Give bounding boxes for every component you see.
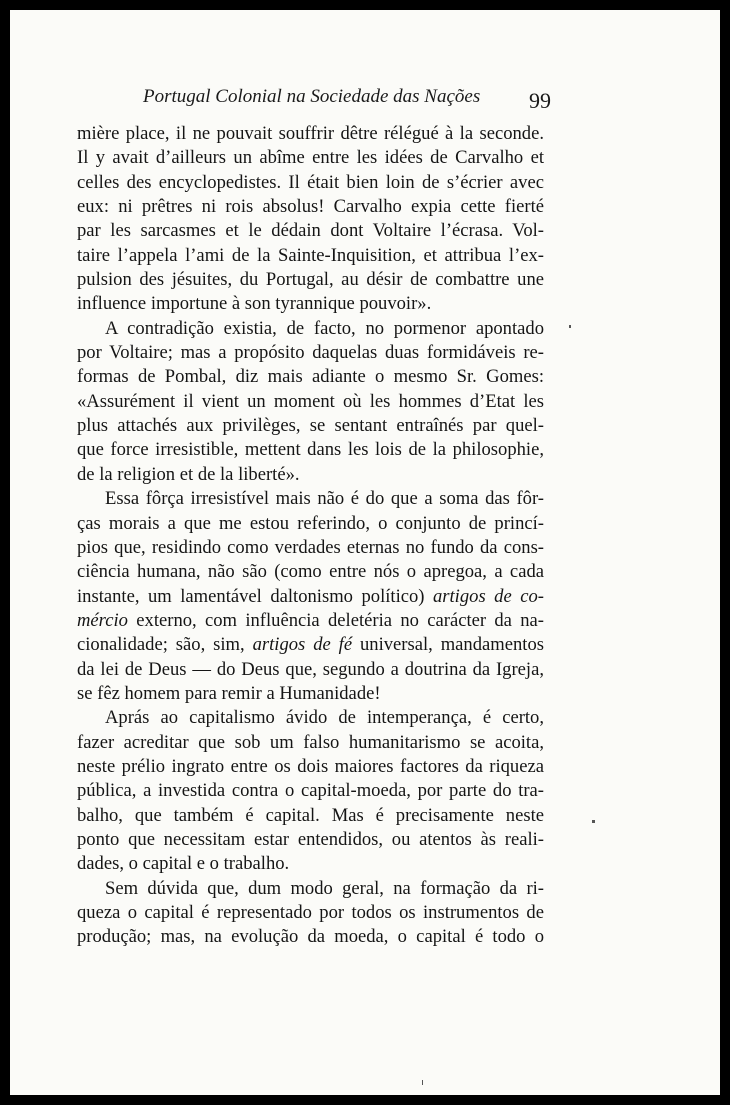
text-line: que force irresistible, mettent dans les lois de la philosophie, <box>77 439 544 461</box>
text-line: balho, que também é capital. Mas é precisamente neste <box>77 804 544 826</box>
scan-speck <box>592 820 595 823</box>
italic-run: artigos de fé <box>252 634 353 656</box>
italic-run: mércio <box>77 609 128 631</box>
text-line: par les sarcasmes et le dédain dont Voltaire l’écrasa. Vol- <box>77 220 544 242</box>
text-line: «Assurément il vient un moment où les hommes d’Etat les <box>77 390 544 412</box>
text-line: Aprás ao capitalismo ávido de intemperança, é certo, <box>105 707 544 729</box>
text-line: dades, o capital e o trabalho. <box>77 853 290 875</box>
text-run: universal, mandamentos <box>352 634 544 656</box>
text-run: externo, com influência deletéria no carácter da na- <box>127 609 544 631</box>
text-line: pública, a investida contra o capital-moeda, por parte do tra- <box>77 780 544 802</box>
text-line <box>77 633 544 657</box>
text-line: da lei de Deus — do Deus que, segundo a doutrina da Igreja, <box>77 658 544 680</box>
text-line: pios que, residindo como verdades eternas no fundo da cons- <box>77 536 544 558</box>
text-line <box>77 609 544 633</box>
scan-speck <box>569 325 571 328</box>
paragraph-2 <box>77 317 544 487</box>
running-title: Portugal Colonial na Sociedade das Nações <box>143 86 481 107</box>
page-header <box>10 86 720 116</box>
text-line: de la religion et de la liberté». <box>77 463 300 485</box>
text-line: neste prélio ingrato entre os dois maiores factores da riqueza <box>77 755 544 777</box>
text-run: instante, um lamentável daltonismo político) <box>77 585 433 607</box>
paragraph-5 <box>77 877 544 950</box>
text-line: queza o capital é representado por todos os instrumentos de <box>77 902 544 923</box>
text-line: fazer acreditar que sob um falso humanitarismo se acoita, <box>77 731 544 753</box>
text-line <box>77 585 544 609</box>
text-line: Sem dúvida que, dum modo geral, na formação da ri- <box>105 877 544 899</box>
text-line: taire l’appela l’ami de la Sainte-Inquisition, et attribua l’ex- <box>77 244 544 266</box>
text-line: mière place, il ne pouvait souffrir dêtre rélégué à la seconde. <box>77 123 544 144</box>
paragraph-4 <box>77 706 544 876</box>
paragraph-1 <box>77 122 544 317</box>
text-line: A contradição existia, de facto, no pormenor apontado <box>105 317 544 339</box>
body-text <box>77 122 544 950</box>
text-line: Essa fôrça irresistível mais não é do que a soma das fôr- <box>105 488 544 510</box>
text-line: influence importune à son tyrannique pouvoir». <box>77 293 432 315</box>
text-line: por Voltaire; mas a propósito daquelas duas formidáveis re- <box>77 342 544 364</box>
text-line: Il y avait d’ailleurs un abîme entre les idées de Carvalho et <box>77 147 544 169</box>
text-line: produção; mas, na evolução da moeda, o capital é todo o <box>77 926 544 948</box>
book-page <box>10 10 720 1095</box>
scan-speck <box>422 1080 423 1085</box>
text-line: plus attachés aux privilèges, se sentant entraînés par quel- <box>77 415 544 437</box>
text-line: ças morais a que me estou referindo, o conjunto de princí- <box>77 512 544 534</box>
text-line: ciência humana, não são (como entre nós o apregoa, a cada <box>77 561 544 583</box>
text-line: eux: ni prêtres ni rois absolus! Carvalho expia cette fierté <box>77 196 544 218</box>
text-line: ponto que necessitam estar entendidos, ou atentos às reali- <box>77 828 544 850</box>
paragraph-3 <box>77 487 544 706</box>
text-line: se fêz homem para remir a Humanidade! <box>77 682 381 704</box>
page-number: 99 <box>529 88 551 113</box>
text-line: pulsion des jésuites, du Portugal, au désir de combattre une <box>77 269 544 291</box>
text-run: cionalidade; são, sim, <box>77 634 253 656</box>
italic-run: artigos de co- <box>432 585 544 607</box>
text-line: celles des encyclopedistes. Il était bien loin de s’écrier avec <box>77 171 544 193</box>
text-line: formas de Pombal, diz mais adiante o mesmo Sr. Gomes: <box>77 366 544 388</box>
